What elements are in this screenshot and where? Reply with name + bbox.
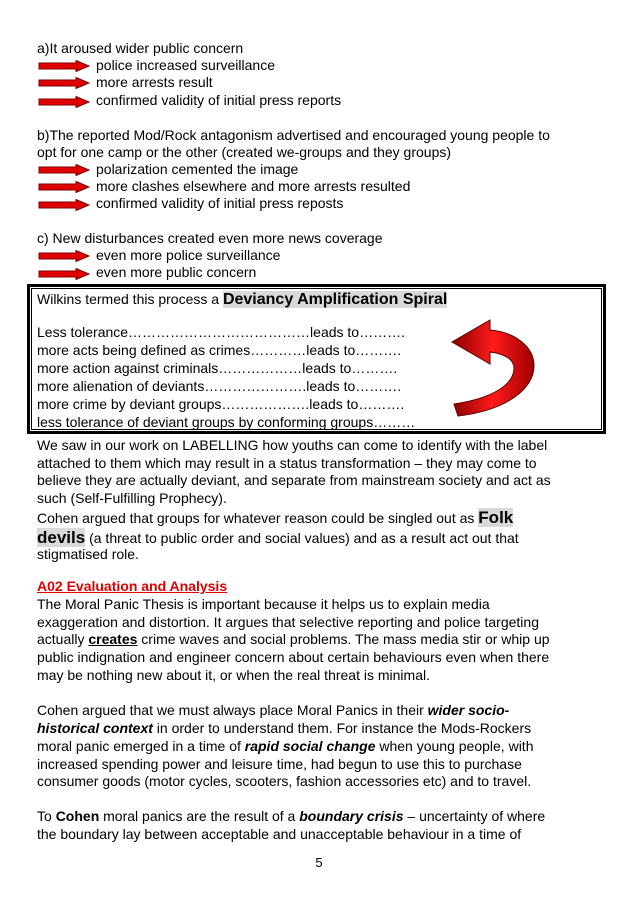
cohen-line: [37, 508, 513, 528]
spiral-intro-text: Wilkins termed this process a: [37, 291, 223, 307]
evaluation-line: public indignation and engineer concern about certain behaviours even when there: [37, 649, 550, 665]
labelling-line: attached to them which may result in a status transformation – they may come to: [37, 455, 537, 471]
evaluation-text: in order to understand them. For instance the Mods-Rockers: [152, 720, 532, 736]
spiral-line: more alienation of deviants………………….leads to……….: [37, 378, 402, 394]
section-b-heading: opt for one camp or the other (created we-groups and they groups): [37, 144, 452, 160]
wider-term: wider socio-: [427, 702, 510, 718]
evaluation-line: [37, 702, 509, 719]
rapid-change-term: rapid social change: [244, 738, 376, 754]
evaluation-line: increased spending power and leisure time, had begun to use this to purchase: [37, 756, 522, 772]
evaluation-text: moral panics are the result of a: [99, 808, 300, 824]
section-a-item: confirmed validity of initial press reports: [96, 92, 342, 108]
spiral-line: Less tolerance…………………………………leads to……….: [37, 324, 405, 340]
evaluation-line: consumer goods (motor cycles, scooters, fashion accessories etc) and to travel.: [37, 773, 532, 789]
cohen-line: [37, 528, 519, 548]
section-a-item: police increased surveillance: [96, 57, 275, 73]
cohen-text: Cohen argued that groups for whatever reason could be singled out as: [37, 510, 479, 526]
right-arrow-icon: [38, 60, 90, 72]
right-arrow-icon: [38, 199, 90, 211]
spiral-term: Deviancy Amplification Spiral: [222, 291, 448, 308]
spiral-intro: [37, 290, 447, 309]
labelling-line: believe they are actually deviant, and separate from mainstream society and act as: [37, 472, 551, 488]
evaluation-line: the boundary lay between acceptable and unacceptable behaviour in a time of: [37, 826, 522, 842]
evaluation-text: actually: [37, 631, 89, 647]
labelling-line: We saw in our work on LABELLING how youths can come to identify with the label: [37, 437, 548, 453]
evaluation-heading: A02 Evaluation and Analysis: [37, 578, 228, 594]
right-arrow-icon: [38, 77, 90, 89]
section-c-item: even more public concern: [96, 264, 257, 280]
creates-term: creates: [88, 631, 138, 647]
evaluation-line: [37, 720, 531, 737]
evaluation-line: may be nothing new about it, or when the real threat is minimal.: [37, 667, 430, 683]
spiral-line: more acts being defined as crimes…………leads to……….: [37, 342, 402, 358]
section-b-item: polarization cemented the image: [96, 161, 299, 177]
devils-term: devils: [37, 528, 86, 547]
right-arrow-icon: [38, 164, 90, 176]
spiral-line: less tolerance of deviant groups by conforming groups………: [37, 414, 416, 430]
cohen-text: (a threat to public order and social values) and as a result act out that: [85, 530, 519, 546]
evaluation-line: The Moral Panic Thesis is important because it helps us to explain media: [37, 596, 490, 612]
right-arrow-icon: [38, 268, 90, 280]
section-b-item: confirmed validity of initial press reposts: [96, 195, 344, 211]
evaluation-text: Cohen argued that we must always place Moral Panics in their: [37, 702, 428, 718]
right-arrow-icon: [38, 250, 90, 262]
section-a-item: more arrests result: [96, 74, 213, 90]
section-c-heading: c) New disturbances created even more news coverage: [37, 230, 383, 246]
evaluation-text: moral panic emerged in a time of: [37, 738, 245, 754]
boundary-crisis-term: boundary crisis: [299, 808, 404, 824]
evaluation-text: when young people, with: [375, 738, 534, 754]
section-c-item: even more police surveillance: [96, 247, 281, 263]
right-arrow-icon: [38, 96, 90, 108]
curved-arrow-icon: [448, 318, 543, 428]
spiral-line: more action against criminals………………leads to……….: [37, 360, 398, 376]
right-arrow-icon: [38, 181, 90, 193]
spiral-line: more crime by deviant groups……………….leads to……….: [37, 396, 405, 412]
evaluation-line: [37, 808, 545, 825]
evaluation-text: crime waves and social problems. The mass media stir or whip up: [137, 631, 550, 647]
page-number: 5: [315, 855, 323, 870]
evaluation-text: – uncertainty of where: [403, 808, 546, 824]
labelling-line: such (Self-Fulfilling Prophecy).: [37, 490, 227, 506]
section-b-item: more clashes elsewhere and more arrests resulted: [96, 178, 411, 194]
section-a-heading: a)It aroused wider public concern: [37, 40, 244, 56]
evaluation-text: To: [37, 808, 56, 824]
cohen-name: Cohen: [55, 808, 100, 824]
folk-term: Folk: [478, 508, 514, 527]
cohen-line: stigmatised role.: [37, 546, 139, 562]
evaluation-line: exaggeration and distortion. It argues that selective reporting and police targeting: [37, 614, 539, 630]
evaluation-line: [37, 631, 550, 648]
historical-context-term: historical context: [37, 720, 153, 736]
section-b-heading: b)The reported Mod/Rock antagonism advertised and encouraged young people to: [37, 127, 550, 143]
evaluation-line: [37, 738, 533, 755]
